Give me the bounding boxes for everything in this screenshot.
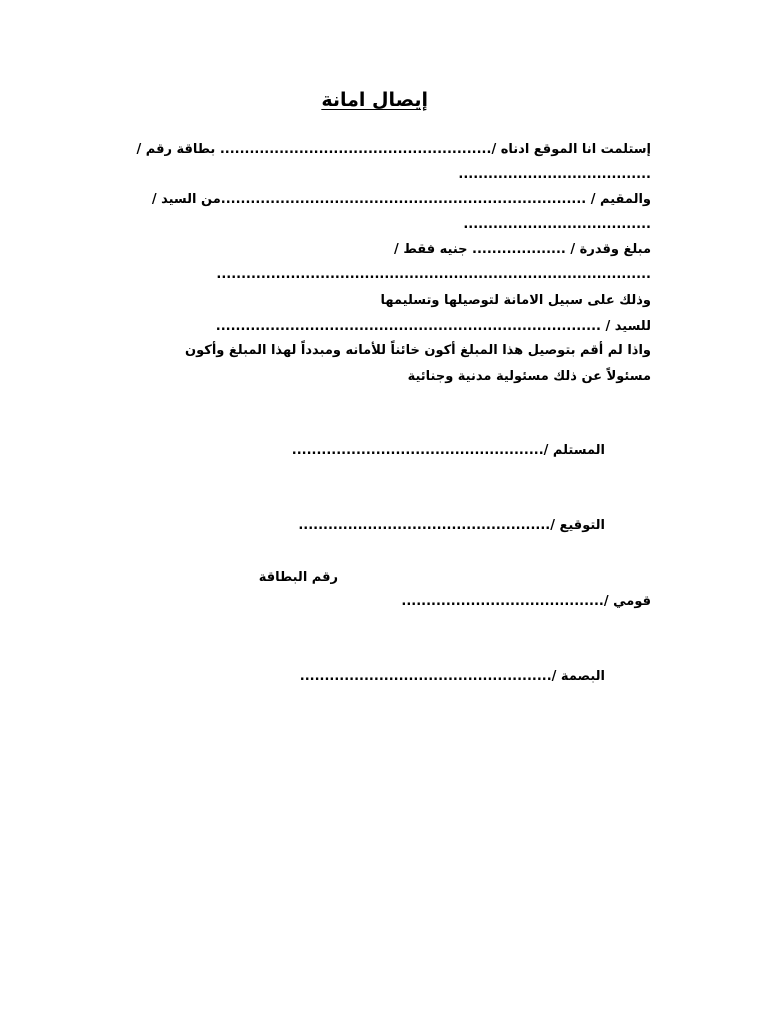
receipt-line-dots-3: ........................................................................................ xyxy=(216,267,651,282)
fingerprint-field: البصمة /................................................... xyxy=(299,669,605,684)
receipt-line-received: إستلمت انا الموقع ادناه /....................................................... بطاقة رقم / xyxy=(136,142,651,157)
signature-field: التوقيع /................................................... xyxy=(298,518,605,533)
document-title: إيصال امانة xyxy=(321,89,428,111)
receipt-line-dots-2: ...................................... xyxy=(463,217,651,232)
receipt-line-liability-1: واذا لم أقم بتوصيل هذا المبلغ أكون خائناً للأمانه ومبدداً لهذا المبلغ وأكون xyxy=(185,343,651,358)
recipient-field: المستلم /................................................... xyxy=(291,443,605,458)
receipt-line-resident: والمقيم / ..........................................................................من السيد / xyxy=(151,192,651,207)
receipt-line-dots-1: ....................................... xyxy=(458,167,651,182)
national-id-field: قومي /......................................... xyxy=(401,594,651,609)
receipt-line-to-mr: للسيد / .............................................................................. xyxy=(215,319,651,334)
receipt-line-amount: مبلغ وقدرة / ................... جنيه فقط / xyxy=(394,242,651,257)
receipt-line-trust: وذلك على سبيل الامانة لتوصيلها وتسليمها xyxy=(380,293,651,308)
card-number-label: رقم البطاقة xyxy=(258,570,338,585)
receipt-line-liability-2: مسئولاً عن ذلك مسئولية مدنية وجنائية xyxy=(407,369,651,384)
